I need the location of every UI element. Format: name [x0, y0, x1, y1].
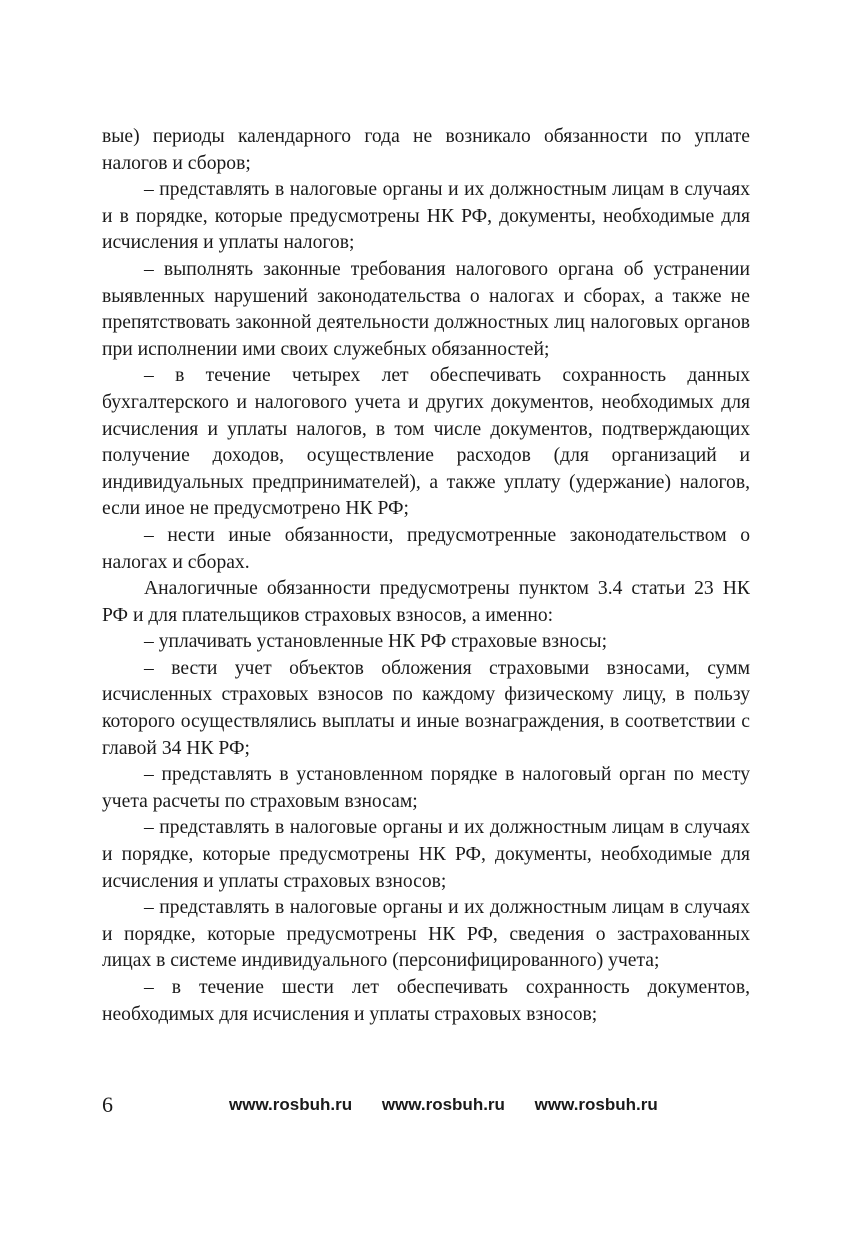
footer-site-link[interactable]: www.rosbuh.ru [381, 1095, 505, 1114]
page-body [102, 124, 750, 1028]
paragraph-keep-records-four-years: – в течение четырех лет обеспечивать сохранность данных бухгалтерского и налогового учета и других документов, необходимых для исчисления и уплаты налогов, в том числе документов, подтверждающих получение доходов, осуществление расходов (для организаций и индивидуальных предпринимателей), а также уплату (удержание) налогов, если иное не предусмотрено НК РФ; [102, 365, 750, 520]
paragraph-insurance-intro: Аналогичные обязанности предусмотрены пунктом 3.4 статьи 23 НК РФ и для плательщиков страховых взносов, а именно: [102, 578, 750, 626]
paragraph-keep-documents-six-years: – в течение шести лет обеспечивать сохранность документов, необходимых для исчисления и уплаты страховых взносов; [102, 977, 750, 1025]
page-footer [102, 1090, 750, 1120]
page-number: 6 [102, 1092, 113, 1117]
paragraph-pay-contributions: – уплачивать установленные НК РФ страховые взносы; [144, 631, 608, 653]
paragraph-continuation: вые) периоды календарного года не возникало обязанности по уплате налогов и сборов; [102, 126, 750, 174]
paragraph-submit-calculations: – представлять в установленном порядке в налоговый орган по месту учета расчеты по страховым взносам; [102, 764, 750, 812]
footer-site-link[interactable]: www.rosbuh.ru [229, 1095, 353, 1114]
paragraph-keep-accounting: – вести учет объектов обложения страховыми взносами, сумм исчисленных страховых взносов по каждому физическому лицу, в пользу которого осуществлялись выплаты и иные вознаграждения, в соответствии с главой 34 НК РФ; [102, 657, 750, 759]
paragraph-submit-documents: – представлять в налоговые органы и их должностным лицам в случаях и в порядке, которые предусмотрены НК РФ, документы, необходимые для исчисления и уплаты налогов; [102, 179, 750, 254]
paragraph-submit-insurance-documents: – представлять в налоговые органы и их должностным лицам в случаях и порядке, которые предусмотрены НК РФ, документы, необходимые для исчисления и уплаты страховых взносов; [102, 817, 750, 892]
footer-site-link[interactable]: www.rosbuh.ru [534, 1095, 658, 1114]
paragraph-comply-requirements: – выполнять законные требования налогового органа об устранении выявленных нарушений законодательства о налогах и сборах, а также не препятствовать законной деятельности должностных лиц налоговых органов при исполнении ими своих служебных обязанностей; [102, 258, 750, 360]
paragraph-submit-insured-info: – представлять в налоговые органы и их должностным лицам в случаях и порядке, которые предусмотрены НК РФ, сведения о застрахованных лицах в системе индивидуального (персонифицированного) учета; [102, 897, 750, 972]
paragraph-other-duties: – нести иные обязанности, предусмотренные законодательством о налогах и сборах. [102, 524, 750, 573]
footer-links [229, 1090, 658, 1120]
